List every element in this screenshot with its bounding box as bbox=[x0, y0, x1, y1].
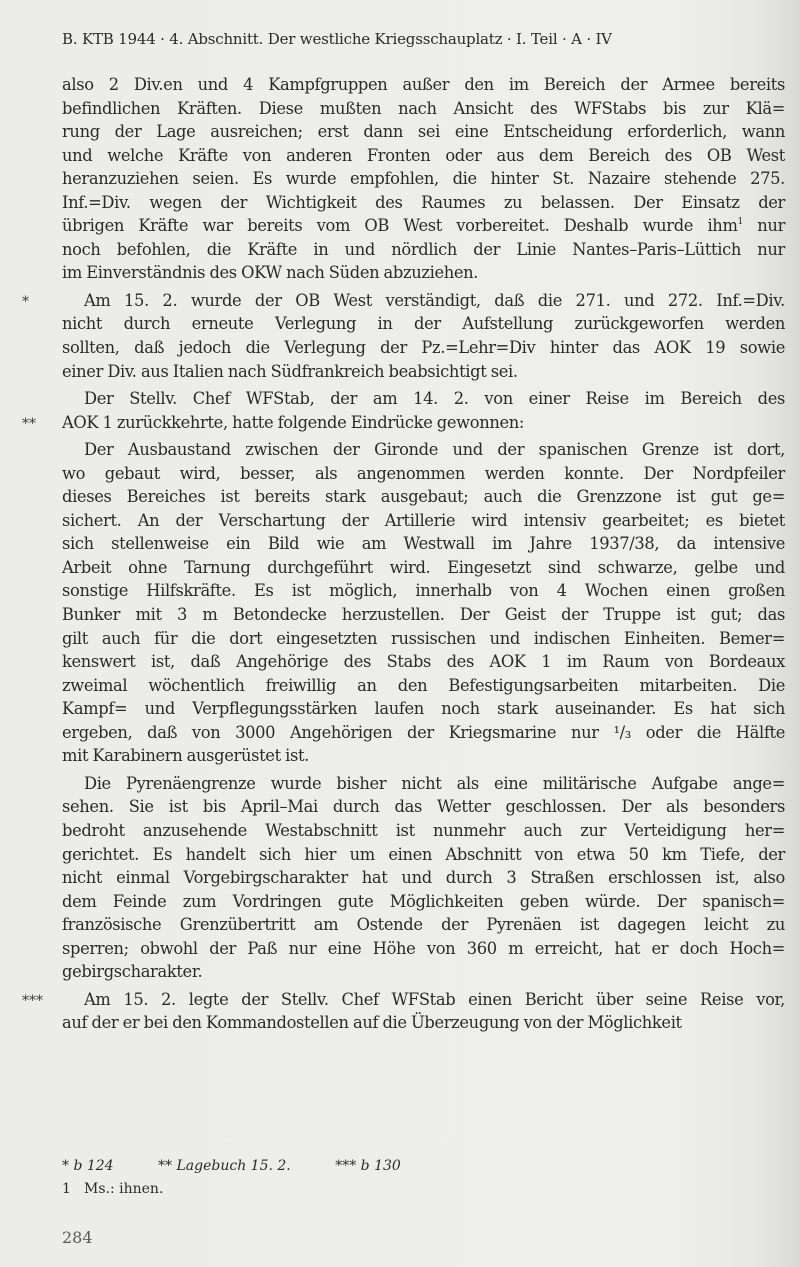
text-line: zweimal wöchentlich freiwillig an den Befestigungsarbeiten mitarbeiten. Die bbox=[62, 675, 785, 695]
paragraph bbox=[62, 772, 785, 984]
text-line: und welche Kräfte von anderen Fronten oder aus dem Bereich des OB West bbox=[62, 145, 785, 165]
text-line: ergeben, daß von 3000 Angehörigen der Kriegsmarine nur ¹/₃ oder die Hälfte bbox=[62, 722, 785, 742]
footnote-reference: 1 bbox=[737, 217, 743, 228]
text-line: also 2 Div.en und 4 Kampfgruppen außer den im Bereich der Armee bereits bbox=[62, 75, 785, 94]
text-line: Der Stellv. Chef WFStab, der am 14. 2. von einer Reise im Bereich des bbox=[84, 389, 785, 409]
source-note: * b 124 bbox=[62, 1158, 114, 1174]
source-notes bbox=[62, 1155, 401, 1178]
footnote-number: 1 bbox=[62, 1181, 71, 1197]
text-line: Inf.=Div. wegen der Wichtigkeit des Raumes zu belassen. Der Einsatz der bbox=[62, 192, 785, 212]
text-line: nicht einmal Vorgebirgscharakter hat und durch 3 Straßen erschlossen ist, also bbox=[62, 868, 785, 888]
text-line: sichert. An der Verschartung der Artillerie wird intensiv gearbeitet; es bietet bbox=[62, 510, 785, 530]
footnote-text: Ms.: ihnen. bbox=[84, 1181, 164, 1197]
text-line: auf der er bei den Kommandostellen auf die Überzeugung von der Möglichkeit bbox=[62, 1013, 682, 1033]
body-text bbox=[22, 73, 785, 1039]
text-line: gerichtet. Es handelt sich hier um einen Abschnitt von etwa 50 km Tiefe, der bbox=[62, 844, 785, 864]
paragraph bbox=[62, 73, 785, 285]
text-line: übrigen Kräfte war bereits vom OB West vorbereitet. Deshalb wurde ihm$^1$ nur bbox=[62, 216, 785, 236]
text-line: bedroht anzusehende Westabschnitt ist nunmehr auch zur Verteidigung her= bbox=[62, 820, 785, 840]
text-line: heranzuziehen seien. Es wurde empfohlen, die hinter St. Nazaire stehende 275. bbox=[62, 169, 785, 189]
text-line: gilt auch für die dort eingesetzten russischen und indischen Einheiten. Bemer= bbox=[62, 628, 785, 648]
text-line: rung der Lage ausreichen; erst dann sei eine Entscheidung erforderlich, wann bbox=[62, 122, 785, 142]
text-line: noch befohlen, die Kräfte in und nördlich der Linie Nantes–Paris–Lüttich nur bbox=[62, 239, 785, 259]
footnote-1 bbox=[62, 1178, 401, 1201]
text-line: im Einverständnis des OKW nach Süden abzuziehen. bbox=[62, 263, 479, 283]
source-note: ** Lagebuch 15. 2. bbox=[158, 1158, 291, 1174]
paragraph bbox=[22, 289, 785, 383]
text-line: Die Pyrenäengrenze wurde bisher nicht als eine militärische Aufgabe ange= bbox=[84, 773, 785, 793]
text-line: sollten, daß jedoch die Verlegung der Pz.=Lehr=Div hinter das AOK 19 sowie bbox=[62, 338, 785, 358]
text-line: Am 15. 2. wurde der OB West verständigt, daß die 271. und 272. Inf.=Div. bbox=[84, 290, 785, 310]
text-line: sonstige Hilfskräfte. Es ist möglich, innerhalb von 4 Wochen einen großen bbox=[62, 581, 785, 601]
text-line: dem Feinde zum Vordringen gute Möglichkeiten geben würde. Der spanisch= bbox=[62, 891, 785, 911]
margin-source-mark: *** bbox=[22, 992, 43, 1009]
paragraph bbox=[62, 438, 785, 768]
paragraph bbox=[22, 988, 785, 1035]
text-line: einer Div. aus Italien nach Südfrankreich beabsichtigt sei. bbox=[62, 361, 518, 381]
text-line: wo gebaut wird, besser, als angenommen werden konnte. Der Nordpfeiler bbox=[62, 463, 785, 483]
page-number: 284 bbox=[62, 1228, 93, 1247]
text-line: sperren; obwohl der Paß nur eine Höhe von 360 m erreicht, hat er doch Hoch= bbox=[62, 938, 785, 958]
paragraph bbox=[22, 387, 785, 434]
text-line: französische Grenzübertritt am Ostende der Pyrenäen ist dagegen leicht zu bbox=[62, 915, 785, 935]
text-line: Arbeit ohne Tarnung durchgeführt wird. Eingesetzt sind schwarze, gelbe und bbox=[62, 557, 785, 577]
footnotes bbox=[62, 1155, 401, 1201]
text-line: kenswert ist, daß Angehörige des Stabs des AOK 1 im Raum von Bordeaux bbox=[62, 652, 785, 672]
text-line: Bunker mit 3 m Betondecke herzustellen. Der Geist der Truppe ist gut; das bbox=[62, 605, 785, 625]
running-head: B. KTB 1944 · 4. Abschnitt. Der westliche Kriegsschauplatz · I. Teil · A · IV bbox=[62, 30, 612, 48]
text-line: Am 15. 2. legte der Stellv. Chef WFStab einen Bericht über seine Reise vor, bbox=[84, 989, 785, 1009]
text-line: mit Karabinern ausgerüstet ist. bbox=[62, 746, 309, 766]
text-line: befindlichen Kräften. Diese mußten nach Ansicht des WFStabs bis zur Klä= bbox=[62, 98, 785, 118]
text-line: Kampf= und Verpflegungsstärken laufen noch stark auseinander. Es hat sich bbox=[62, 699, 785, 719]
margin-source-mark: * bbox=[22, 293, 29, 310]
text-line: sich stellenweise ein Bild wie am Westwall im Jahre 1937/38, da intensive bbox=[62, 534, 785, 554]
source-note: *** b 130 bbox=[335, 1158, 401, 1174]
text-line: Der Ausbaustand zwischen der Gironde und der spanischen Grenze ist dort, bbox=[84, 440, 785, 460]
text-line: sehen. Sie ist bis April–Mai durch das Wetter geschlossen. Der als besonders bbox=[62, 797, 785, 817]
margin-source-mark: ** bbox=[22, 415, 36, 432]
text-line: nicht durch erneute Verlegung in der Aufstellung zurückgeworfen werden bbox=[62, 314, 785, 334]
text-line: dieses Bereiches ist bereits stark ausgebaut; auch die Grenzzone ist gut ge= bbox=[62, 487, 785, 507]
text-line: gebirgscharakter. bbox=[62, 962, 203, 982]
text-line: AOK 1 zurückkehrte, hatte folgende Eindrücke gewonnen: bbox=[62, 412, 525, 432]
